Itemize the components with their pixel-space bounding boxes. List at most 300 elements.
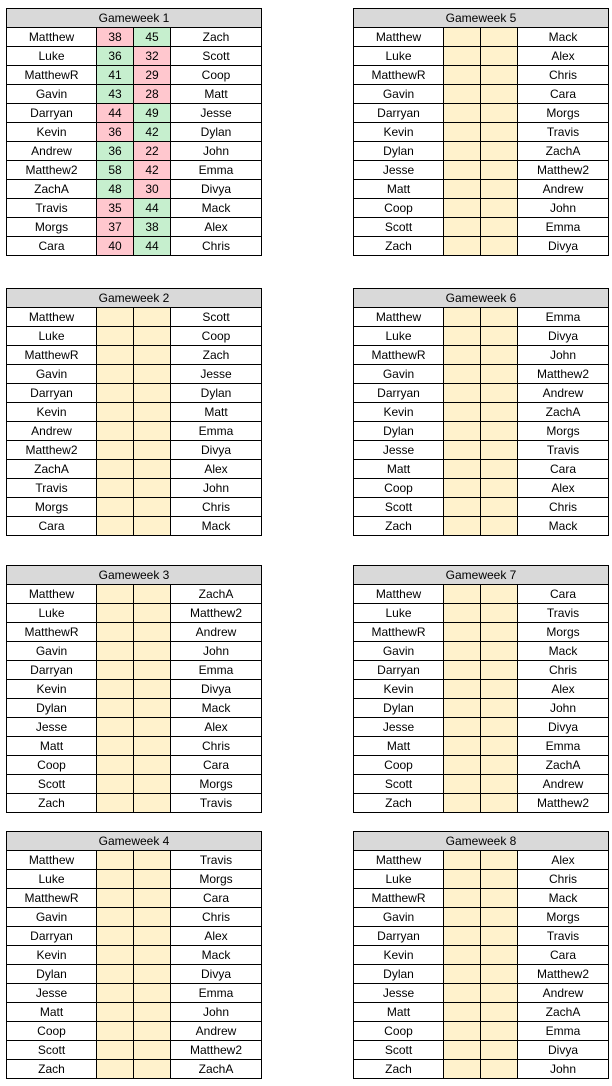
home-score-cell[interactable]	[97, 984, 134, 1003]
home-player-cell[interactable]: MatthewR	[354, 346, 444, 365]
home-player-cell[interactable]: Andrew	[7, 142, 97, 161]
away-score-cell[interactable]	[481, 85, 518, 104]
away-score-cell[interactable]	[134, 699, 171, 718]
away-player-cell[interactable]: Andrew	[518, 384, 609, 403]
away-score-cell[interactable]: 30	[134, 180, 171, 199]
away-score-cell[interactable]	[481, 142, 518, 161]
away-score-cell[interactable]	[481, 161, 518, 180]
home-score-cell[interactable]	[97, 737, 134, 756]
away-player-cell[interactable]: ZachA	[518, 1003, 609, 1022]
away-score-cell[interactable]	[481, 346, 518, 365]
away-score-cell[interactable]: 44	[134, 237, 171, 256]
away-player-cell[interactable]: Divya	[171, 180, 262, 199]
away-score-cell[interactable]	[134, 870, 171, 889]
away-score-cell[interactable]	[481, 908, 518, 927]
home-score-cell[interactable]	[444, 775, 481, 794]
home-score-cell[interactable]	[444, 327, 481, 346]
home-score-cell[interactable]: 40	[97, 237, 134, 256]
home-player-cell[interactable]: Gavin	[354, 642, 444, 661]
home-score-cell[interactable]: 36	[97, 142, 134, 161]
home-score-cell[interactable]: 36	[97, 123, 134, 142]
home-score-cell[interactable]	[97, 1022, 134, 1041]
away-player-cell[interactable]: Chris	[518, 661, 609, 680]
home-player-cell[interactable]: Travis	[7, 199, 97, 218]
home-score-cell[interactable]	[97, 889, 134, 908]
away-score-cell[interactable]	[134, 384, 171, 403]
away-score-cell[interactable]	[134, 642, 171, 661]
home-player-cell[interactable]: Gavin	[7, 85, 97, 104]
away-player-cell[interactable]: Scott	[171, 47, 262, 66]
away-player-cell[interactable]: John	[171, 479, 262, 498]
home-score-cell[interactable]	[444, 66, 481, 85]
home-score-cell[interactable]	[97, 1041, 134, 1060]
home-score-cell[interactable]	[444, 889, 481, 908]
away-player-cell[interactable]: Mack	[171, 946, 262, 965]
away-score-cell[interactable]	[481, 123, 518, 142]
home-player-cell[interactable]: Matthew	[7, 308, 97, 327]
home-score-cell[interactable]	[97, 384, 134, 403]
away-score-cell[interactable]	[481, 604, 518, 623]
away-player-cell[interactable]: Emma	[518, 737, 609, 756]
home-score-cell[interactable]	[444, 1041, 481, 1060]
gameweek-title[interactable]: Gameweek 8	[354, 832, 609, 851]
home-score-cell[interactable]	[97, 585, 134, 604]
away-score-cell[interactable]	[481, 1003, 518, 1022]
away-player-cell[interactable]: Alex	[171, 927, 262, 946]
home-score-cell[interactable]: 58	[97, 161, 134, 180]
home-player-cell[interactable]: Zach	[354, 237, 444, 256]
away-score-cell[interactable]	[481, 441, 518, 460]
home-player-cell[interactable]: Dylan	[354, 965, 444, 984]
away-player-cell[interactable]: Morgs	[518, 908, 609, 927]
home-player-cell[interactable]: Zach	[7, 794, 97, 813]
home-score-cell[interactable]	[97, 965, 134, 984]
home-player-cell[interactable]: MatthewR	[354, 66, 444, 85]
home-player-cell[interactable]: Kevin	[7, 403, 97, 422]
home-player-cell[interactable]: Dylan	[7, 965, 97, 984]
home-score-cell[interactable]	[444, 441, 481, 460]
home-player-cell[interactable]: Coop	[354, 479, 444, 498]
away-player-cell[interactable]: Emma	[518, 218, 609, 237]
home-score-cell[interactable]: 38	[97, 28, 134, 47]
home-score-cell[interactable]	[97, 927, 134, 946]
away-score-cell[interactable]	[481, 680, 518, 699]
home-player-cell[interactable]: Matt	[7, 1003, 97, 1022]
away-score-cell[interactable]	[134, 794, 171, 813]
away-player-cell[interactable]: Emma	[518, 308, 609, 327]
away-player-cell[interactable]: Matt	[171, 403, 262, 422]
away-score-cell[interactable]	[481, 775, 518, 794]
home-score-cell[interactable]	[444, 680, 481, 699]
away-player-cell[interactable]: Dylan	[171, 384, 262, 403]
home-score-cell[interactable]	[444, 1003, 481, 1022]
away-score-cell[interactable]	[134, 737, 171, 756]
away-score-cell[interactable]	[481, 308, 518, 327]
home-score-cell[interactable]	[444, 237, 481, 256]
home-score-cell[interactable]	[97, 327, 134, 346]
away-score-cell[interactable]	[481, 623, 518, 642]
away-player-cell[interactable]: John	[518, 346, 609, 365]
home-player-cell[interactable]: Matthew	[7, 28, 97, 47]
home-score-cell[interactable]	[444, 517, 481, 536]
away-player-cell[interactable]: Cara	[518, 460, 609, 479]
away-player-cell[interactable]: Alex	[171, 218, 262, 237]
away-score-cell[interactable]	[481, 199, 518, 218]
away-score-cell[interactable]	[481, 946, 518, 965]
away-score-cell[interactable]	[481, 47, 518, 66]
home-player-cell[interactable]: Jesse	[7, 718, 97, 737]
home-player-cell[interactable]: Matthew	[7, 851, 97, 870]
home-player-cell[interactable]: Dylan	[354, 422, 444, 441]
home-player-cell[interactable]: Coop	[354, 1022, 444, 1041]
away-player-cell[interactable]: Zach	[171, 346, 262, 365]
home-player-cell[interactable]: Cara	[7, 237, 97, 256]
away-score-cell[interactable]	[134, 479, 171, 498]
away-player-cell[interactable]: Morgs	[171, 870, 262, 889]
away-score-cell[interactable]	[481, 851, 518, 870]
home-score-cell[interactable]	[97, 718, 134, 737]
away-score-cell[interactable]	[134, 908, 171, 927]
away-score-cell[interactable]: 45	[134, 28, 171, 47]
away-player-cell[interactable]: Emma	[171, 661, 262, 680]
away-score-cell[interactable]	[134, 517, 171, 536]
away-player-cell[interactable]: Andrew	[518, 984, 609, 1003]
away-score-cell[interactable]	[134, 889, 171, 908]
away-score-cell[interactable]	[134, 756, 171, 775]
away-player-cell[interactable]: Travis	[518, 927, 609, 946]
home-score-cell[interactable]	[444, 180, 481, 199]
away-player-cell[interactable]: Mack	[518, 28, 609, 47]
away-player-cell[interactable]: Matthew2	[518, 365, 609, 384]
home-player-cell[interactable]: Morgs	[7, 498, 97, 517]
home-score-cell[interactable]	[97, 946, 134, 965]
home-score-cell[interactable]	[444, 927, 481, 946]
home-score-cell[interactable]	[97, 479, 134, 498]
home-score-cell[interactable]	[97, 680, 134, 699]
home-score-cell[interactable]	[444, 870, 481, 889]
away-player-cell[interactable]: John	[171, 642, 262, 661]
away-score-cell[interactable]	[134, 623, 171, 642]
home-player-cell[interactable]: Scott	[354, 218, 444, 237]
home-player-cell[interactable]: Kevin	[354, 680, 444, 699]
away-score-cell[interactable]	[481, 517, 518, 536]
away-player-cell[interactable]: Alex	[171, 460, 262, 479]
away-player-cell[interactable]: ZachA	[171, 1060, 262, 1079]
home-player-cell[interactable]: Kevin	[354, 403, 444, 422]
away-score-cell[interactable]	[134, 422, 171, 441]
home-player-cell[interactable]: Darryan	[7, 927, 97, 946]
home-score-cell[interactable]	[444, 422, 481, 441]
home-score-cell[interactable]	[444, 123, 481, 142]
home-player-cell[interactable]: Luke	[354, 47, 444, 66]
home-score-cell[interactable]	[444, 161, 481, 180]
away-player-cell[interactable]: Jesse	[171, 104, 262, 123]
away-score-cell[interactable]: 28	[134, 85, 171, 104]
home-score-cell[interactable]	[97, 422, 134, 441]
home-score-cell[interactable]	[444, 946, 481, 965]
home-score-cell[interactable]	[444, 1022, 481, 1041]
away-player-cell[interactable]: Mack	[518, 642, 609, 661]
home-player-cell[interactable]: Dylan	[354, 699, 444, 718]
home-player-cell[interactable]: MatthewR	[7, 346, 97, 365]
away-player-cell[interactable]: Chris	[171, 908, 262, 927]
home-score-cell[interactable]	[444, 460, 481, 479]
home-player-cell[interactable]: Cara	[7, 517, 97, 536]
home-score-cell[interactable]	[444, 308, 481, 327]
away-score-cell[interactable]: 49	[134, 104, 171, 123]
away-score-cell[interactable]	[481, 66, 518, 85]
home-player-cell[interactable]: Dylan	[354, 142, 444, 161]
home-player-cell[interactable]: Matthew2	[7, 161, 97, 180]
away-player-cell[interactable]: Chris	[171, 237, 262, 256]
home-player-cell[interactable]: Scott	[7, 775, 97, 794]
away-player-cell[interactable]: Mack	[171, 199, 262, 218]
home-player-cell[interactable]: Scott	[7, 1041, 97, 1060]
home-score-cell[interactable]: 35	[97, 199, 134, 218]
away-player-cell[interactable]: John	[171, 1003, 262, 1022]
away-player-cell[interactable]: Andrew	[171, 623, 262, 642]
home-score-cell[interactable]	[97, 775, 134, 794]
away-player-cell[interactable]: Alex	[518, 680, 609, 699]
away-score-cell[interactable]	[134, 365, 171, 384]
home-player-cell[interactable]: Jesse	[354, 984, 444, 1003]
home-player-cell[interactable]: Darryan	[7, 661, 97, 680]
away-score-cell[interactable]	[134, 604, 171, 623]
away-score-cell[interactable]	[134, 984, 171, 1003]
home-score-cell[interactable]	[444, 218, 481, 237]
home-score-cell[interactable]	[97, 365, 134, 384]
away-player-cell[interactable]: Chris	[518, 498, 609, 517]
home-player-cell[interactable]: Coop	[7, 1022, 97, 1041]
away-player-cell[interactable]: Matt	[171, 85, 262, 104]
home-score-cell[interactable]	[97, 1003, 134, 1022]
home-score-cell[interactable]	[444, 199, 481, 218]
away-score-cell[interactable]	[134, 775, 171, 794]
home-player-cell[interactable]: Gavin	[7, 908, 97, 927]
home-player-cell[interactable]: Jesse	[354, 441, 444, 460]
away-score-cell[interactable]: 44	[134, 199, 171, 218]
home-score-cell[interactable]	[97, 308, 134, 327]
away-player-cell[interactable]: Divya	[171, 441, 262, 460]
away-player-cell[interactable]: Divya	[518, 718, 609, 737]
home-score-cell[interactable]	[444, 718, 481, 737]
away-player-cell[interactable]: Emma	[171, 422, 262, 441]
home-score-cell[interactable]	[444, 984, 481, 1003]
home-score-cell[interactable]	[97, 699, 134, 718]
home-player-cell[interactable]: MatthewR	[7, 66, 97, 85]
away-player-cell[interactable]: Matthew2	[171, 1041, 262, 1060]
away-score-cell[interactable]	[134, 327, 171, 346]
away-score-cell[interactable]	[481, 661, 518, 680]
away-score-cell[interactable]	[134, 718, 171, 737]
away-player-cell[interactable]: Morgs	[518, 623, 609, 642]
away-player-cell[interactable]: ZachA	[171, 585, 262, 604]
away-score-cell[interactable]	[481, 984, 518, 1003]
home-player-cell[interactable]: Jesse	[354, 718, 444, 737]
gameweek-title[interactable]: Gameweek 2	[7, 289, 262, 308]
home-player-cell[interactable]: ZachA	[7, 180, 97, 199]
home-score-cell[interactable]	[444, 794, 481, 813]
away-player-cell[interactable]: Cara	[171, 756, 262, 775]
home-score-cell[interactable]: 43	[97, 85, 134, 104]
away-player-cell[interactable]: John	[518, 699, 609, 718]
away-player-cell[interactable]: ZachA	[518, 142, 609, 161]
away-score-cell[interactable]	[134, 946, 171, 965]
away-player-cell[interactable]: ZachA	[518, 403, 609, 422]
away-score-cell[interactable]	[481, 756, 518, 775]
home-score-cell[interactable]	[97, 870, 134, 889]
home-score-cell[interactable]	[444, 28, 481, 47]
away-score-cell[interactable]	[481, 479, 518, 498]
away-player-cell[interactable]: Cara	[171, 889, 262, 908]
home-score-cell[interactable]	[444, 908, 481, 927]
home-player-cell[interactable]: Matt	[354, 460, 444, 479]
home-score-cell[interactable]	[444, 479, 481, 498]
home-score-cell[interactable]	[444, 661, 481, 680]
home-score-cell[interactable]	[444, 498, 481, 517]
away-player-cell[interactable]: Mack	[518, 517, 609, 536]
home-score-cell[interactable]	[444, 737, 481, 756]
away-score-cell[interactable]	[481, 460, 518, 479]
home-player-cell[interactable]: Darryan	[7, 104, 97, 123]
home-score-cell[interactable]	[444, 604, 481, 623]
gameweek-title[interactable]: Gameweek 6	[354, 289, 609, 308]
away-player-cell[interactable]: ZachA	[518, 756, 609, 775]
away-score-cell[interactable]	[134, 965, 171, 984]
away-score-cell[interactable]	[134, 1041, 171, 1060]
away-player-cell[interactable]: Mack	[171, 699, 262, 718]
gameweek-title[interactable]: Gameweek 1	[7, 9, 262, 28]
home-player-cell[interactable]: Matt	[354, 180, 444, 199]
home-player-cell[interactable]: Scott	[354, 498, 444, 517]
home-score-cell[interactable]	[444, 585, 481, 604]
home-score-cell[interactable]	[97, 661, 134, 680]
home-score-cell[interactable]	[444, 47, 481, 66]
away-score-cell[interactable]	[481, 794, 518, 813]
home-score-cell[interactable]: 48	[97, 180, 134, 199]
home-player-cell[interactable]: Zach	[354, 1060, 444, 1079]
home-score-cell[interactable]	[97, 623, 134, 642]
away-player-cell[interactable]: Travis	[518, 441, 609, 460]
away-score-cell[interactable]	[134, 680, 171, 699]
away-player-cell[interactable]: Coop	[171, 327, 262, 346]
away-player-cell[interactable]: John	[171, 142, 262, 161]
away-score-cell[interactable]	[481, 365, 518, 384]
home-player-cell[interactable]: Jesse	[354, 161, 444, 180]
home-score-cell[interactable]	[444, 85, 481, 104]
away-score-cell[interactable]	[481, 237, 518, 256]
away-score-cell[interactable]	[481, 104, 518, 123]
home-player-cell[interactable]: Matthew2	[7, 441, 97, 460]
away-score-cell[interactable]	[134, 441, 171, 460]
home-player-cell[interactable]: Gavin	[354, 365, 444, 384]
away-player-cell[interactable]: John	[518, 1060, 609, 1079]
away-score-cell[interactable]	[134, 498, 171, 517]
away-player-cell[interactable]: Matthew2	[171, 604, 262, 623]
away-score-cell[interactable]	[481, 327, 518, 346]
away-score-cell[interactable]	[481, 737, 518, 756]
away-score-cell[interactable]	[134, 403, 171, 422]
away-score-cell[interactable]: 29	[134, 66, 171, 85]
home-score-cell[interactable]: 37	[97, 218, 134, 237]
home-score-cell[interactable]	[97, 1060, 134, 1079]
home-player-cell[interactable]: Luke	[7, 47, 97, 66]
home-score-cell[interactable]	[97, 498, 134, 517]
away-score-cell[interactable]	[481, 422, 518, 441]
home-score-cell[interactable]	[444, 384, 481, 403]
away-player-cell[interactable]: Zach	[171, 28, 262, 47]
away-score-cell[interactable]	[481, 1022, 518, 1041]
home-player-cell[interactable]: Luke	[354, 604, 444, 623]
home-player-cell[interactable]: Dylan	[7, 699, 97, 718]
away-score-cell[interactable]	[481, 585, 518, 604]
away-player-cell[interactable]: Chris	[171, 498, 262, 517]
home-player-cell[interactable]: Coop	[7, 756, 97, 775]
away-score-cell[interactable]	[134, 460, 171, 479]
home-player-cell[interactable]: Matt	[354, 1003, 444, 1022]
away-player-cell[interactable]: Cara	[518, 946, 609, 965]
away-player-cell[interactable]: Chris	[518, 66, 609, 85]
away-player-cell[interactable]: Morgs	[518, 104, 609, 123]
home-score-cell[interactable]	[97, 346, 134, 365]
away-player-cell[interactable]: John	[518, 199, 609, 218]
home-score-cell[interactable]	[444, 642, 481, 661]
away-score-cell[interactable]	[134, 1022, 171, 1041]
home-player-cell[interactable]: Luke	[7, 327, 97, 346]
away-score-cell[interactable]	[481, 403, 518, 422]
away-player-cell[interactable]: Mack	[518, 889, 609, 908]
away-score-cell[interactable]	[481, 889, 518, 908]
away-player-cell[interactable]: Jesse	[171, 365, 262, 384]
home-player-cell[interactable]: Jesse	[7, 984, 97, 1003]
home-player-cell[interactable]: Darryan	[354, 661, 444, 680]
away-player-cell[interactable]: Travis	[171, 851, 262, 870]
away-score-cell[interactable]	[134, 927, 171, 946]
home-score-cell[interactable]	[444, 346, 481, 365]
home-player-cell[interactable]: Matthew	[354, 851, 444, 870]
home-player-cell[interactable]: Matthew	[354, 585, 444, 604]
home-player-cell[interactable]: Coop	[354, 756, 444, 775]
away-score-cell[interactable]	[481, 642, 518, 661]
away-score-cell[interactable]	[481, 180, 518, 199]
home-player-cell[interactable]: Luke	[354, 870, 444, 889]
home-player-cell[interactable]: ZachA	[7, 460, 97, 479]
home-player-cell[interactable]: Morgs	[7, 218, 97, 237]
away-player-cell[interactable]: Chris	[171, 737, 262, 756]
home-player-cell[interactable]: Gavin	[7, 642, 97, 661]
away-player-cell[interactable]: Andrew	[171, 1022, 262, 1041]
away-score-cell[interactable]	[134, 1003, 171, 1022]
away-player-cell[interactable]: Matthew2	[518, 965, 609, 984]
home-score-cell[interactable]	[97, 642, 134, 661]
away-player-cell[interactable]: Emma	[171, 984, 262, 1003]
home-score-cell[interactable]	[444, 142, 481, 161]
away-player-cell[interactable]: Alex	[518, 851, 609, 870]
home-score-cell[interactable]	[444, 104, 481, 123]
away-score-cell[interactable]: 42	[134, 123, 171, 142]
away-player-cell[interactable]: Andrew	[518, 775, 609, 794]
away-score-cell[interactable]	[134, 308, 171, 327]
away-score-cell[interactable]	[134, 1060, 171, 1079]
away-score-cell[interactable]	[134, 585, 171, 604]
home-player-cell[interactable]: Luke	[7, 870, 97, 889]
gameweek-title[interactable]: Gameweek 3	[7, 566, 262, 585]
away-score-cell[interactable]: 22	[134, 142, 171, 161]
away-score-cell[interactable]	[481, 384, 518, 403]
away-score-cell[interactable]	[134, 661, 171, 680]
away-score-cell[interactable]: 42	[134, 161, 171, 180]
home-score-cell[interactable]	[444, 365, 481, 384]
